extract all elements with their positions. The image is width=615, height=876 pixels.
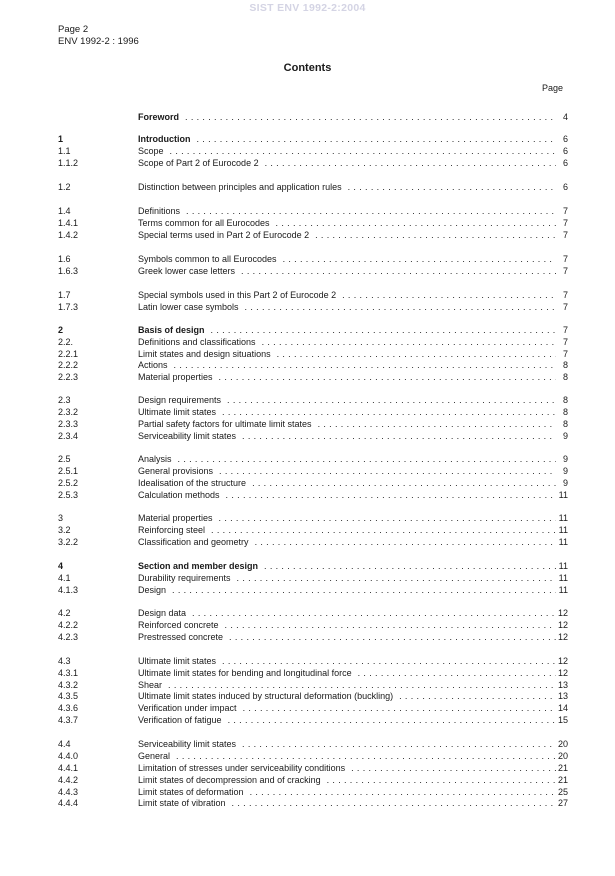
toc-entry[interactable] — [0, 205, 615, 217]
toc-page-number: 11 — [558, 490, 568, 500]
toc-entry[interactable] — [0, 797, 615, 809]
toc-entry-title — [138, 111, 556, 123]
toc-entry[interactable] — [0, 714, 615, 726]
toc-page-number: 8 — [562, 395, 568, 405]
toc-entry[interactable] — [0, 145, 615, 157]
toc-page-number: 9 — [562, 431, 568, 441]
toc-section-number: 2.5.3 — [58, 490, 79, 500]
toc-entry-label: Partial safety factors for ultimate limit states — [138, 419, 312, 429]
toc-entry[interactable] — [0, 489, 615, 501]
toc-entry-label: Ultimate limit states — [138, 656, 217, 666]
toc-section-number: 4.3 — [58, 656, 71, 666]
toc-entry[interactable] — [0, 253, 615, 265]
toc-entry-title — [138, 607, 556, 619]
toc-entry-label: Calculation methods — [138, 490, 220, 500]
toc-section-number: 4.3.7 — [58, 715, 79, 725]
toc-page-number: 7 — [562, 218, 568, 228]
toc-section-number: 1.6 — [58, 254, 71, 264]
toc-page-number: 13 — [557, 691, 568, 701]
toc-section-number: 2.5 — [58, 454, 71, 464]
toc-section-number: 3 — [58, 513, 64, 523]
toc-entry-label: Ultimate limit states — [138, 407, 217, 417]
toc-section-number: 1.7.3 — [58, 302, 79, 312]
toc-section-number: 1.6.3 — [58, 266, 79, 276]
toc-entry[interactable] — [0, 418, 615, 430]
toc-entry[interactable] — [0, 371, 615, 383]
toc-section-number: 4.4.1 — [58, 763, 79, 773]
toc-entry-label: Classification and geometry — [138, 537, 249, 547]
toc-entry-label: Material properties — [138, 513, 213, 523]
toc-page-number: 21 — [557, 763, 568, 773]
toc-section-number: 1.2 — [58, 182, 71, 192]
toc-entry[interactable] — [0, 477, 615, 489]
toc-section-number: 4.2.3 — [58, 632, 79, 642]
toc-entry-label: Limitation of stresses under serviceability conditions — [138, 763, 346, 773]
toc-section-number: 4.2 — [58, 608, 71, 618]
toc-entry-label: Shear — [138, 680, 163, 690]
toc-page-number: 14 — [557, 703, 568, 713]
toc-entry[interactable] — [0, 453, 615, 465]
page-column-label: Page — [542, 83, 564, 93]
toc-page-number: 12 — [557, 632, 568, 642]
toc-entry[interactable] — [0, 774, 615, 786]
toc-entry[interactable] — [0, 430, 615, 442]
toc-entry-title — [138, 714, 556, 726]
toc-entry-label: Scope — [138, 146, 164, 156]
toc-entry-label: General provisions — [138, 466, 214, 476]
toc-section-number: 4.3.2 — [58, 680, 79, 690]
toc-entry-label: Analysis — [138, 454, 172, 464]
toc-page-number: 7 — [562, 337, 568, 347]
toc-page-number: 11 — [558, 537, 568, 547]
toc-section-number: 1.4 — [58, 206, 71, 216]
toc-page-number: 7 — [562, 266, 568, 276]
toc-entry-title — [138, 631, 556, 643]
toc-entry[interactable] — [0, 560, 615, 572]
toc-page-number: 11 — [558, 573, 568, 583]
toc-section-number: 2.5.1 — [58, 466, 79, 476]
toc-entry[interactable] — [0, 702, 615, 714]
toc-section-number: 2.3 — [58, 395, 71, 405]
toc-entry-label: Special symbols used in this Part 2 of Eurocode 2 — [138, 290, 337, 300]
toc-section-number: 2 — [58, 325, 64, 335]
toc-entry-label: Verification of fatigue — [138, 715, 222, 725]
toc-section-number: 1.4.1 — [58, 218, 79, 228]
toc-entry-label: Limit state of vibration — [138, 798, 226, 808]
toc-entry-title — [138, 584, 556, 596]
toc-entry[interactable] — [0, 762, 615, 774]
toc-entry[interactable] — [0, 631, 615, 643]
toc-section-number: 4.4 — [58, 739, 71, 749]
toc-entry-label: Ultimate limit states induced by structural deformation (buckling) — [138, 691, 394, 701]
toc-entry-label: Design data — [138, 608, 187, 618]
toc-entry-label: Limit states of deformation — [138, 787, 244, 797]
toc-entry-title — [138, 572, 556, 584]
toc-entry-label: Section and member design — [138, 561, 259, 571]
toc-entry-title — [138, 477, 556, 489]
toc-section-number: 4.2.2 — [58, 620, 79, 630]
toc-entry-title — [138, 359, 556, 371]
toc-entry-label: Greek lower case letters — [138, 266, 236, 276]
toc-entry-label: Design — [138, 585, 167, 595]
toc-section-number: 1.1 — [58, 146, 71, 156]
toc-page-number: 15 — [557, 715, 568, 725]
toc-entry-label: Ultimate limit states for bending and longitudinal force — [138, 668, 352, 678]
toc-entry-label: Idealisation of the structure — [138, 478, 247, 488]
toc-entry-label: Prestressed concrete — [138, 632, 224, 642]
toc-entry[interactable] — [0, 394, 615, 406]
toc-entry-title — [138, 301, 556, 313]
toc-entry-title — [138, 253, 556, 265]
toc-section-number: 2.2. — [58, 337, 74, 347]
toc-section-number: 2.5.2 — [58, 478, 79, 488]
toc-section-number: 1.7 — [58, 290, 71, 300]
toc-page-number: 20 — [557, 739, 568, 749]
toc-entry[interactable] — [0, 750, 615, 762]
toc-entry[interactable] — [0, 359, 615, 371]
page-title: Contents — [283, 62, 332, 74]
toc-section-number: 2.2.1 — [58, 349, 79, 359]
toc-entry-label: Special terms used in Part 2 of Eurocode 2 — [138, 230, 310, 240]
page-number: Page 2 — [58, 24, 89, 35]
toc-entry[interactable] — [0, 738, 615, 750]
toc-entry-title — [138, 738, 556, 750]
toc-section-number: 2.2.3 — [58, 372, 79, 382]
toc-page-number: 20 — [557, 751, 568, 761]
toc-entry-title — [138, 229, 556, 241]
toc-section-number: 4.1 — [58, 573, 71, 583]
toc-entry-title — [138, 181, 556, 193]
toc-page-number: 12 — [557, 608, 568, 618]
toc-entry-label: Verification under impact — [138, 703, 237, 713]
toc-entry-title — [138, 667, 556, 679]
toc-page-number: 7 — [562, 254, 568, 264]
toc-page-number: 12 — [557, 668, 568, 678]
toc-section-number: 1 — [58, 134, 64, 144]
toc-entry[interactable] — [0, 324, 615, 336]
toc-entry-label: Durability requirements — [138, 573, 231, 583]
toc-page-number: 8 — [562, 407, 568, 417]
toc-section-number: 1.4.2 — [58, 230, 79, 240]
toc-entry-label: Basis of design — [138, 325, 205, 335]
toc-entry-label: Reinforcing steel — [138, 525, 206, 535]
toc-page-number: 9 — [562, 466, 568, 476]
toc-entry-label: Definitions — [138, 206, 181, 216]
toc-page-number: 25 — [557, 787, 568, 797]
toc-entry-label: Material properties — [138, 372, 213, 382]
toc-section-number: 3.2 — [58, 525, 71, 535]
toc-entry-title — [138, 217, 556, 229]
toc-entry-label: Latin lower case symbols — [138, 302, 239, 312]
toc-page-number: 11 — [558, 561, 568, 571]
toc-entry-title — [138, 797, 556, 809]
toc-entry-label: Reinforced concrete — [138, 620, 219, 630]
toc-page-number: 8 — [562, 372, 568, 382]
toc-section-number: 3.2.2 — [58, 537, 79, 547]
toc-entry-label: Limit states of decompression and of cracking — [138, 775, 321, 785]
toc-entry-label: Terms common for all Eurocodes — [138, 218, 270, 228]
toc-entry-title — [138, 560, 556, 572]
toc-entry-title — [138, 690, 556, 702]
toc-entry-label: General — [138, 751, 171, 761]
toc-page-number: 27 — [557, 798, 568, 808]
toc-entry-label: Actions — [138, 360, 168, 370]
toc-page-number: 4 — [562, 112, 568, 122]
toc-entry-title — [138, 418, 556, 430]
toc-page-number: 6 — [562, 146, 568, 156]
toc-entry[interactable] — [0, 265, 615, 277]
toc-page-number: 7 — [562, 349, 568, 359]
toc-entry-label: Scope of Part 2 of Eurocode 2 — [138, 158, 259, 168]
toc-entry-title — [138, 762, 556, 774]
toc-page-number: 6 — [562, 182, 568, 192]
toc-entry-title — [138, 336, 556, 348]
toc-section-number: 4.1.3 — [58, 585, 79, 595]
toc-entry-title — [138, 324, 556, 336]
toc-section-number: 2.3.4 — [58, 431, 79, 441]
toc-entry-title — [138, 406, 556, 418]
toc-entry-label: Distinction between principles and application rules — [138, 182, 342, 192]
toc-entry-label: Serviceability limit states — [138, 739, 237, 749]
watermark: SIST ENV 1992-2:2004 — [249, 2, 366, 14]
toc-page-number: 11 — [558, 585, 568, 595]
toc-entry-title — [138, 289, 556, 301]
toc-section-number: 4.4.0 — [58, 751, 79, 761]
toc-entry[interactable] — [0, 133, 615, 145]
toc-entry[interactable] — [0, 336, 615, 348]
toc-entry-title — [138, 524, 556, 536]
toc-entry[interactable] — [0, 217, 615, 229]
toc-entry-title — [138, 536, 556, 548]
toc-entry-title — [138, 371, 556, 383]
toc-page-number: 6 — [562, 158, 568, 168]
toc-section-number: 4.4.4 — [58, 798, 79, 808]
toc-section-number: 2.3.2 — [58, 407, 79, 417]
toc-entry[interactable] — [0, 536, 615, 548]
toc-page-number: 9 — [562, 454, 568, 464]
standard-number: ENV 1992-2 : 1996 — [58, 36, 139, 47]
toc-page-number: 11 — [558, 513, 568, 523]
toc-page-number: 13 — [557, 680, 568, 690]
toc-section-number: 2.2.2 — [58, 360, 79, 370]
toc-page-number: 8 — [562, 419, 568, 429]
toc-entry-title — [138, 394, 556, 406]
toc-page-number: 8 — [562, 360, 568, 370]
toc-section-number: 4.3.5 — [58, 691, 79, 701]
toc-entry-title — [138, 465, 556, 477]
toc-entry[interactable] — [0, 655, 615, 667]
toc-entry[interactable] — [0, 111, 615, 123]
toc-entry[interactable] — [0, 289, 615, 301]
toc-section-number: 1.1.2 — [58, 158, 79, 168]
toc-entry[interactable] — [0, 229, 615, 241]
toc-entry-title — [138, 133, 556, 145]
toc-section-number: 4 — [58, 561, 64, 571]
toc-entry[interactable] — [0, 690, 615, 702]
toc-entry-title — [138, 430, 556, 442]
toc-entry[interactable] — [0, 406, 615, 418]
toc-entry-label: Foreword — [138, 112, 180, 122]
toc-entry-label: Serviceability limit states — [138, 431, 237, 441]
toc-entry-title — [138, 205, 556, 217]
toc-entry[interactable] — [0, 524, 615, 536]
toc-entry-title — [138, 619, 556, 631]
toc-section-number: 4.3.6 — [58, 703, 79, 713]
toc-page-number: 12 — [557, 656, 568, 666]
toc-entry-label: Introduction — [138, 134, 191, 144]
toc-entry-title — [138, 774, 556, 786]
toc-entry[interactable] — [0, 465, 615, 477]
toc-entry-label: Limit states and design situations — [138, 349, 271, 359]
toc-entry[interactable] — [0, 181, 615, 193]
toc-page-number: 7 — [562, 206, 568, 216]
toc-entry-title — [138, 265, 556, 277]
toc-entry[interactable] — [0, 667, 615, 679]
toc-entry[interactable] — [0, 512, 615, 524]
toc-entry-title — [138, 157, 556, 169]
toc-entry-label: Symbols common to all Eurocodes — [138, 254, 277, 264]
toc-section-number: 4.4.3 — [58, 787, 79, 797]
toc-entry-title — [138, 512, 556, 524]
toc-page-number: 7 — [562, 325, 568, 335]
toc-page-number: 21 — [557, 775, 568, 785]
toc-entry[interactable] — [0, 572, 615, 584]
toc-page-number: 7 — [562, 230, 568, 240]
toc-entry-title — [138, 145, 556, 157]
toc-page-number: 6 — [562, 134, 568, 144]
toc-entry[interactable] — [0, 584, 615, 596]
toc-entry-title — [138, 702, 556, 714]
toc-entry[interactable] — [0, 607, 615, 619]
toc-page-number: 7 — [562, 302, 568, 312]
toc-entry-label: Definitions and classifications — [138, 337, 256, 347]
toc-entry[interactable] — [0, 619, 615, 631]
toc-page-number: 11 — [558, 525, 568, 535]
toc-entry-title — [138, 750, 556, 762]
toc-entry[interactable] — [0, 157, 615, 169]
toc-section-number: 4.3.1 — [58, 668, 79, 678]
toc-section-number: 4.4.2 — [58, 775, 79, 785]
toc-entry-title — [138, 655, 556, 667]
toc-page-number: 7 — [562, 290, 568, 300]
toc-entry-label: Design requirements — [138, 395, 222, 405]
toc-entry-title — [138, 489, 556, 501]
toc-entry[interactable] — [0, 301, 615, 313]
toc-entry-title — [138, 453, 556, 465]
toc-page-number: 12 — [557, 620, 568, 630]
toc-page-number: 9 — [562, 478, 568, 488]
toc-section-number: 2.3.3 — [58, 419, 79, 429]
